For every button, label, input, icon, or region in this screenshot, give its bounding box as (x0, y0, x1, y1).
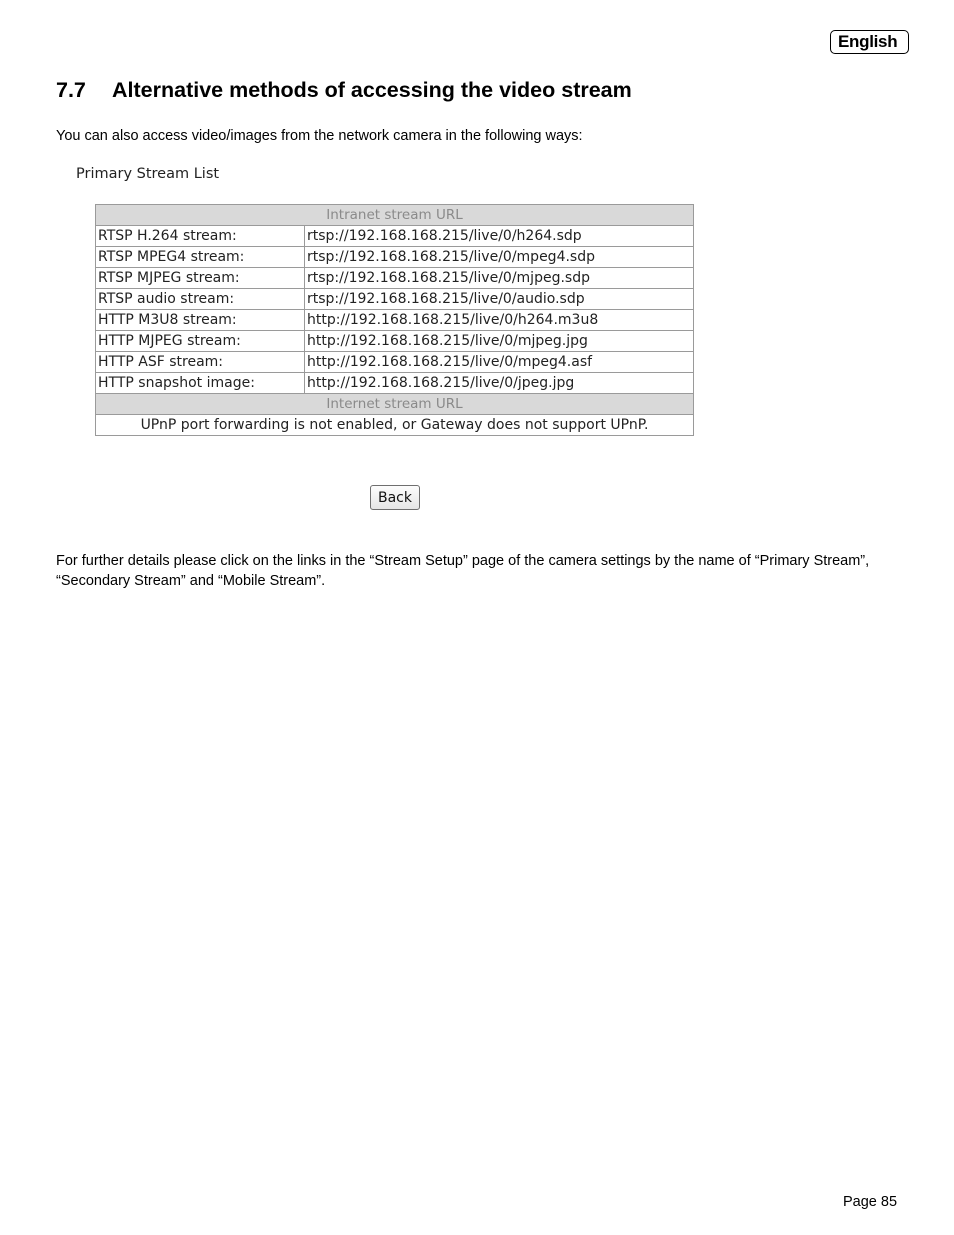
table-row (96, 247, 694, 268)
table-row (96, 226, 694, 247)
stream-url[interactable]: http://192.168.168.215/live/0/h264.m3u8 (305, 310, 694, 331)
stream-label: RTSP MPEG4 stream: (96, 247, 305, 268)
stream-url[interactable]: rtsp://192.168.168.215/live/0/audio.sdp (305, 289, 694, 310)
stream-label: HTTP ASF stream: (96, 352, 305, 373)
page-number: Page 85 (843, 1194, 898, 1210)
stream-url[interactable]: http://192.168.168.215/live/0/mjpeg.jpg (305, 331, 694, 352)
section-heading (56, 78, 632, 103)
stream-label: HTTP M3U8 stream: (96, 310, 305, 331)
section-number: 7.7 (56, 78, 86, 102)
stream-label: RTSP MJPEG stream: (96, 268, 305, 289)
intro-text: You can also access video/images from the network camera in the following ways: (56, 128, 583, 144)
internet-header: Internet stream URL (96, 394, 694, 415)
stream-label: RTSP audio stream: (96, 289, 305, 310)
back-button[interactable]: Back (370, 485, 420, 510)
upnp-note: UPnP port forwarding is not enabled, or Gateway does not support UPnP. (96, 415, 694, 436)
stream-url[interactable]: rtsp://192.168.168.215/live/0/mpeg4.sdp (305, 247, 694, 268)
stream-url[interactable]: rtsp://192.168.168.215/live/0/mjpeg.sdp (305, 268, 694, 289)
table-row (96, 415, 694, 436)
table-row (96, 310, 694, 331)
table-row (96, 352, 694, 373)
language-badge: English (830, 30, 909, 54)
stream-label: HTTP snapshot image: (96, 373, 305, 394)
table-header-row (96, 394, 694, 415)
table-row (96, 373, 694, 394)
stream-url[interactable]: http://192.168.168.215/live/0/jpeg.jpg (305, 373, 694, 394)
stream-url-table (95, 204, 694, 436)
stream-label: HTTP MJPEG stream: (96, 331, 305, 352)
table-header-row (96, 205, 694, 226)
details-text: For further details please click on the links in the “Stream Setup” page of the camera settings by the name of “Primary Stream”, “Secondary Stream” and “Mobile Stream”. (56, 553, 870, 589)
stream-label: RTSP H.264 stream: (96, 226, 305, 247)
stream-url[interactable]: rtsp://192.168.168.215/live/0/h264.sdp (305, 226, 694, 247)
table-row (96, 268, 694, 289)
table-row (96, 331, 694, 352)
stream-url[interactable]: http://192.168.168.215/live/0/mpeg4.asf (305, 352, 694, 373)
intranet-header: Intranet stream URL (96, 205, 694, 226)
stream-list-title: Primary Stream List (76, 166, 220, 182)
section-title: Alternative methods of accessing the video stream (112, 78, 632, 102)
table-row (96, 289, 694, 310)
